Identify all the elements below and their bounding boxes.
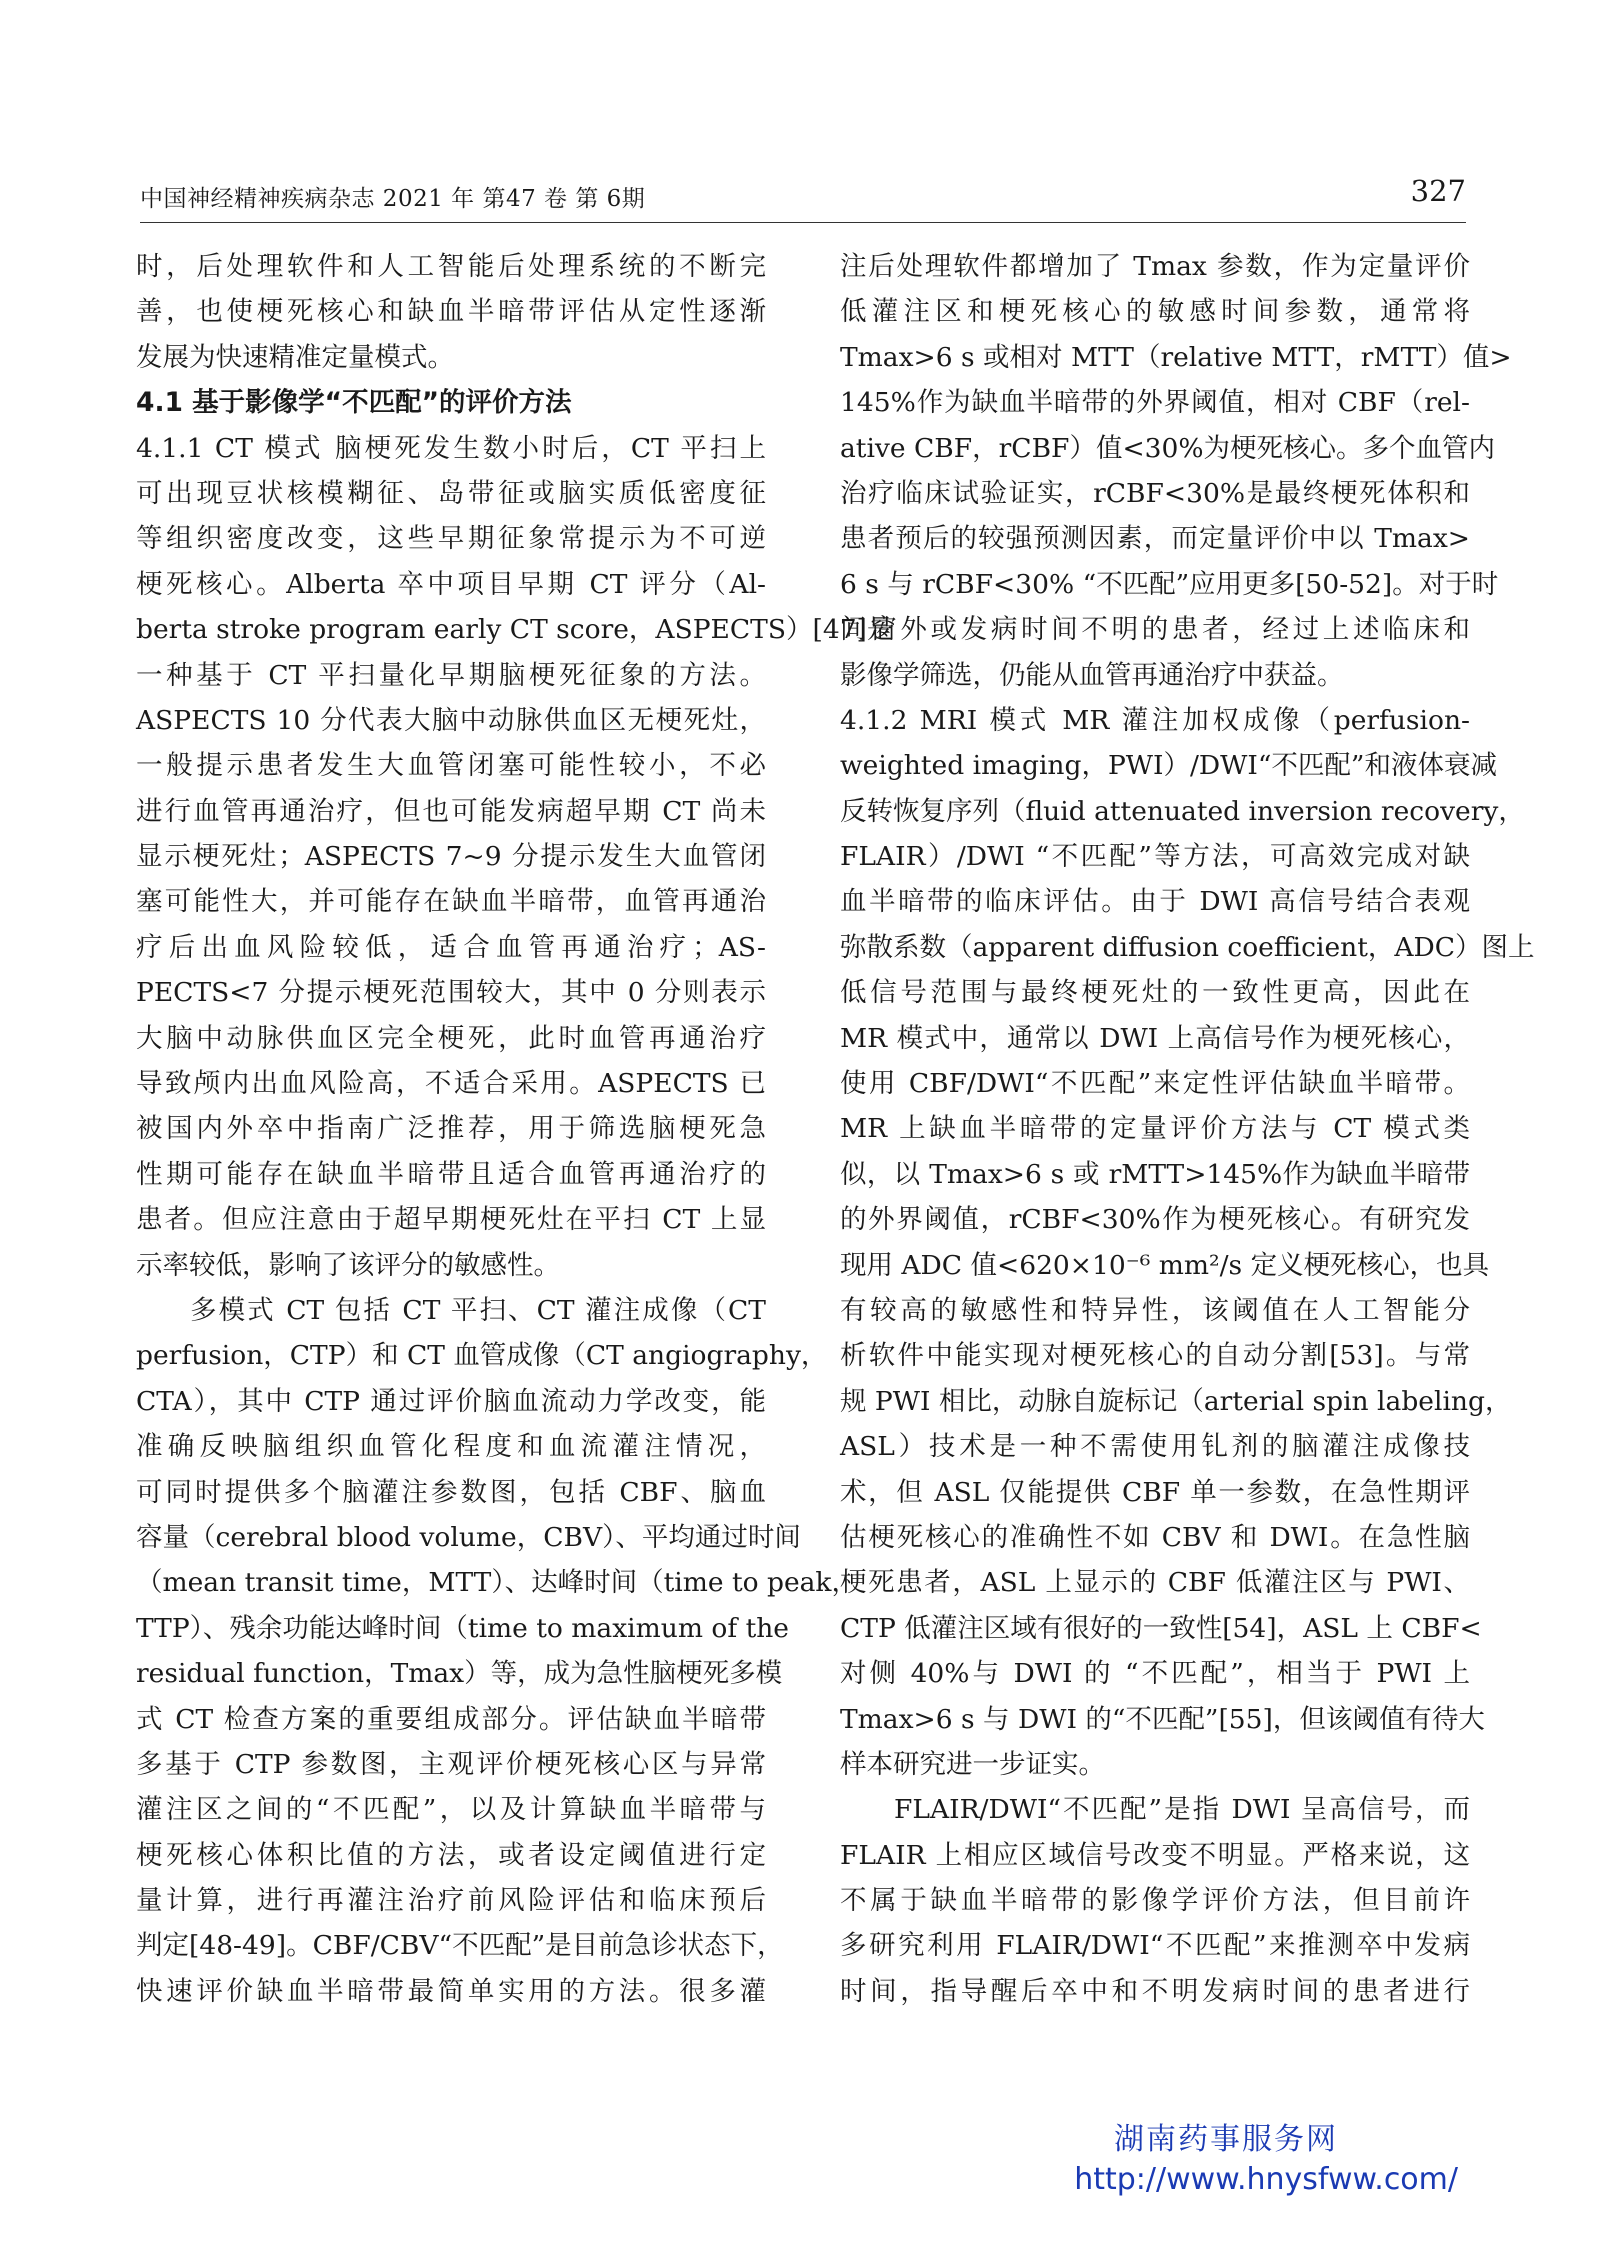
text-line: 等组织密度改变，这些早期征象常提示为不可逆 xyxy=(136,523,766,555)
text-line: 善，也使梗死核心和缺血半暗带评估从定性逐渐 xyxy=(136,296,766,328)
journal-info: 中国神经精神疾病杂志 2021 年 第47 卷 第 6期 xyxy=(140,186,646,212)
text-line: 影像学筛选，仍能从血管再通治疗中获益。 xyxy=(840,659,1344,691)
text-line: 现用 ADC 值<620×10⁻⁶ mm²/s 定义梗死核心，也具 xyxy=(840,1249,1490,1281)
text-line: 对侧 40%与 DWI 的 “不匹配”，相当于 PWI 上 xyxy=(840,1658,1470,1690)
text-line: 一般提示患者发生大血管闭塞可能性较小，不必 xyxy=(136,750,766,782)
text-line: 被国内外卒中指南广泛推荐，用于筛选脑梗死急 xyxy=(136,1113,766,1145)
running-header xyxy=(140,174,1466,220)
text-line: 似，以 Tmax>6 s 或 rMTT>145%作为缺血半暗带 xyxy=(840,1158,1470,1190)
text-line: ative CBF，rCBF）值<30%为梗死核心。多个血管内 xyxy=(840,432,1496,464)
text-line: 塞可能性大，并可能存在缺血半暗带，血管再通治 xyxy=(136,886,766,918)
text-line: 灌注区之间的“不匹配”，以及计算缺血半暗带与 xyxy=(136,1794,766,1826)
text-line: 多基于 CTP 参数图，主观评价梗死核心区与异常 xyxy=(136,1748,766,1780)
text-line: 患者。但应注意由于超早期梗死灶在平扫 CT 上显 xyxy=(136,1204,766,1236)
text-line: 注后处理软件都增加了 Tmax 参数，作为定量评价 xyxy=(840,251,1470,282)
text-line: FLAIR/DWI“不匹配”是指 DWI 呈高信号，而 xyxy=(894,1794,1470,1826)
text-line: residual function，Tmax）等，成为急性脑梗死多模 xyxy=(136,1658,783,1690)
text-line: 疗后出血风险较低，适合血管再通治疗；AS- xyxy=(136,931,766,963)
text-line: 时，后处理软件和人工智能后处理系统的不断完 xyxy=(136,251,766,282)
text-line: 估梗死核心的准确性不如 CBV 和 DWI。在急性脑 xyxy=(840,1521,1470,1553)
text-line: 多模式 CT 包括 CT 平扫、CT 灌注成像（CT xyxy=(190,1294,766,1326)
text-line: PECTS<7 分提示梗死范围较大，其中 0 分则表示 xyxy=(136,977,766,1009)
text-line: 低灌注区和梗死核心的敏感时间参数，通常将 xyxy=(840,296,1470,328)
text-line: 有较高的敏感性和特异性，该阈值在人工智能分 xyxy=(840,1294,1470,1326)
text-line: 的外界阈值，rCBF<30%作为梗死核心。有研究发 xyxy=(840,1204,1470,1236)
text-line: 示率较低，影响了该评分的敏感性。 xyxy=(136,1249,560,1281)
text-line: 梗死核心体积比值的方法，或者设定阈值进行定 xyxy=(136,1839,766,1871)
text-line: 反转恢复序列（fluid attenuated inversion recovery， xyxy=(840,795,1525,827)
page-number: 327 xyxy=(1410,174,1466,208)
text-line: 弥散系数（apparent diffusion coefficient，ADC）图上 xyxy=(840,931,1535,963)
text-line: TTP）、残余功能达峰时间（time to maximum of the xyxy=(136,1612,789,1644)
text-line: 导致颅内出血风险高，不适合采用。ASPECTS 已 xyxy=(136,1068,766,1100)
text-line: 可出现豆状核模糊征、岛带征或脑实质低密度征 xyxy=(136,477,766,509)
text-line: Tmax>6 s 或相对 MTT（relative MTT，rMTT）值> xyxy=(840,341,1512,373)
text-line: FLAIR 上相应区域信号改变不明显。严格来说，这 xyxy=(840,1839,1470,1871)
text-line: Tmax>6 s 与 DWI 的“不匹配”[55]，但该阈值有待大 xyxy=(840,1703,1485,1735)
text-line: 不属于缺血半暗带的影像学评价方法，但目前许 xyxy=(840,1885,1470,1917)
text-line: 判定[48-49]。CBF/CBV“不匹配”是目前急诊状态下， xyxy=(136,1930,784,1962)
text-line: （mean transit time，MTT）、达峰时间（time to peak， xyxy=(136,1567,858,1599)
watermark-title: 湖南药事服务网 xyxy=(1114,2122,1338,2157)
text-line: 时间，指导醒后卒中和不明发病时间的患者进行 xyxy=(840,1975,1470,2007)
text-line: 快速评价缺血半暗带最简单实用的方法。很多灌 xyxy=(136,1975,766,2007)
text-line: 使用 CBF/DWI“不匹配”来定性评估缺血半暗带。 xyxy=(840,1068,1470,1100)
text-line: 析软件中能实现对梗死核心的自动分割[53]。与常 xyxy=(840,1340,1470,1372)
text-line: 梗死患者，ASL 上显示的 CBF 低灌注区与 PWI、 xyxy=(840,1567,1470,1599)
text-line: 多研究利用 FLAIR/DWI“不匹配”来推测卒中发病 xyxy=(840,1930,1470,1962)
text-line: 血半暗带的临床评估。由于 DWI 高信号结合表观 xyxy=(840,886,1470,918)
text-line: MR 上缺血半暗带的定量评价方法与 CT 模式类 xyxy=(840,1113,1470,1145)
text-line: 量计算，进行再灌注治疗前风险评估和临床预后 xyxy=(136,1885,766,1917)
text-line: weighted imaging，PWI）/DWI“不匹配”和液体衰减 xyxy=(840,750,1497,782)
text-line: MR 模式中，通常以 DWI 上高信号作为梗死核心， xyxy=(840,1022,1470,1054)
text-line: 间窗外或发病时间不明的患者，经过上述临床和 xyxy=(840,614,1470,646)
text-line: 进行血管再通治疗，但也可能发病超早期 CT 尚未 xyxy=(136,795,766,827)
text-line: CTP 低灌注区域有很好的一致性[54]，ASL 上 CBF< xyxy=(840,1612,1482,1644)
text-line: perfusion，CTP）和 CT 血管成像（CT angiography， xyxy=(136,1340,828,1372)
left-column xyxy=(136,244,894,2014)
text-line: 规 PWI 相比，动脉自旋标记（arterial spin labeling， xyxy=(840,1385,1512,1417)
text-line: 准确反映脑组织血管化程度和血流灌注情况， xyxy=(136,1431,766,1463)
text-line: FLAIR）/DWI “不匹配”等方法，可高效完成对缺 xyxy=(840,841,1470,873)
text-line: 可同时提供多个脑灌注参数图，包括 CBF、脑血 xyxy=(136,1476,766,1508)
right-column xyxy=(840,244,1535,2014)
text-line: 样本研究进一步证实。 xyxy=(840,1748,1105,1780)
text-line: 低信号范围与最终梗死灶的一致性更高，因此在 xyxy=(840,977,1470,1009)
section-heading: 4.1 基于影像学“不匹配”的评价方法 xyxy=(136,387,572,419)
text-line: 术，但 ASL 仅能提供 CBF 单一参数，在急性期评 xyxy=(840,1476,1470,1508)
text-line: 大脑中动脉供血区完全梗死，此时血管再通治疗 xyxy=(136,1022,766,1054)
text-line: 式 CT 检查方案的重要组成部分。评估缺血半暗带 xyxy=(136,1703,766,1735)
text-line: 145%作为缺血半暗带的外界阈值，相对 CBF（rel- xyxy=(840,387,1470,419)
text-line: 显示梗死灶；ASPECTS 7~9 分提示发生大血管闭 xyxy=(136,841,766,873)
text-line: 治疗临床试验证实，rCBF<30%是最终梗死体积和 xyxy=(840,477,1470,509)
header-rule xyxy=(140,222,1466,223)
text-line: 患者预后的较强预测因素，而定量评价中以 Tmax> xyxy=(840,523,1470,555)
text-line: ASL）技术是一种不需使用钆剂的脑灌注成像技 xyxy=(840,1431,1470,1463)
text-line: berta stroke program early CT score，ASPECTS）[47]是 xyxy=(136,614,894,646)
watermark[interactable] xyxy=(1038,2120,1458,2200)
text-line: 性期可能存在缺血半暗带且适合血管再通治疗的 xyxy=(136,1158,766,1190)
text-line: 4.1.1 CT 模式 脑梗死发生数小时后，CT 平扫上 xyxy=(136,432,766,464)
text-line: ASPECTS 10 分代表大脑中动脉供血区无梗死灶， xyxy=(136,704,766,736)
text-line: 一种基于 CT 平扫量化早期脑梗死征象的方法。 xyxy=(136,659,766,691)
watermark-url[interactable]: http://www.hnysfww.com/ xyxy=(1074,2162,1458,2197)
text-line: 容量（cerebral blood volume，CBV）、平均通过时间 xyxy=(136,1521,801,1553)
text-line: 梗死核心。Alberta 卒中项目早期 CT 评分（Al- xyxy=(136,568,766,600)
text-line: 4.1.2 MRI 模式 MR 灌注加权成像（perfusion- xyxy=(840,704,1470,736)
text-line: CTA），其中 CTP 通过评价脑血流动力学改变，能 xyxy=(136,1385,766,1417)
text-line: 发展为快速精准定量模式。 xyxy=(136,341,454,373)
text-line: 6 s 与 rCBF<30% “不匹配”应用更多[50-52]。对于时 xyxy=(840,568,1499,600)
